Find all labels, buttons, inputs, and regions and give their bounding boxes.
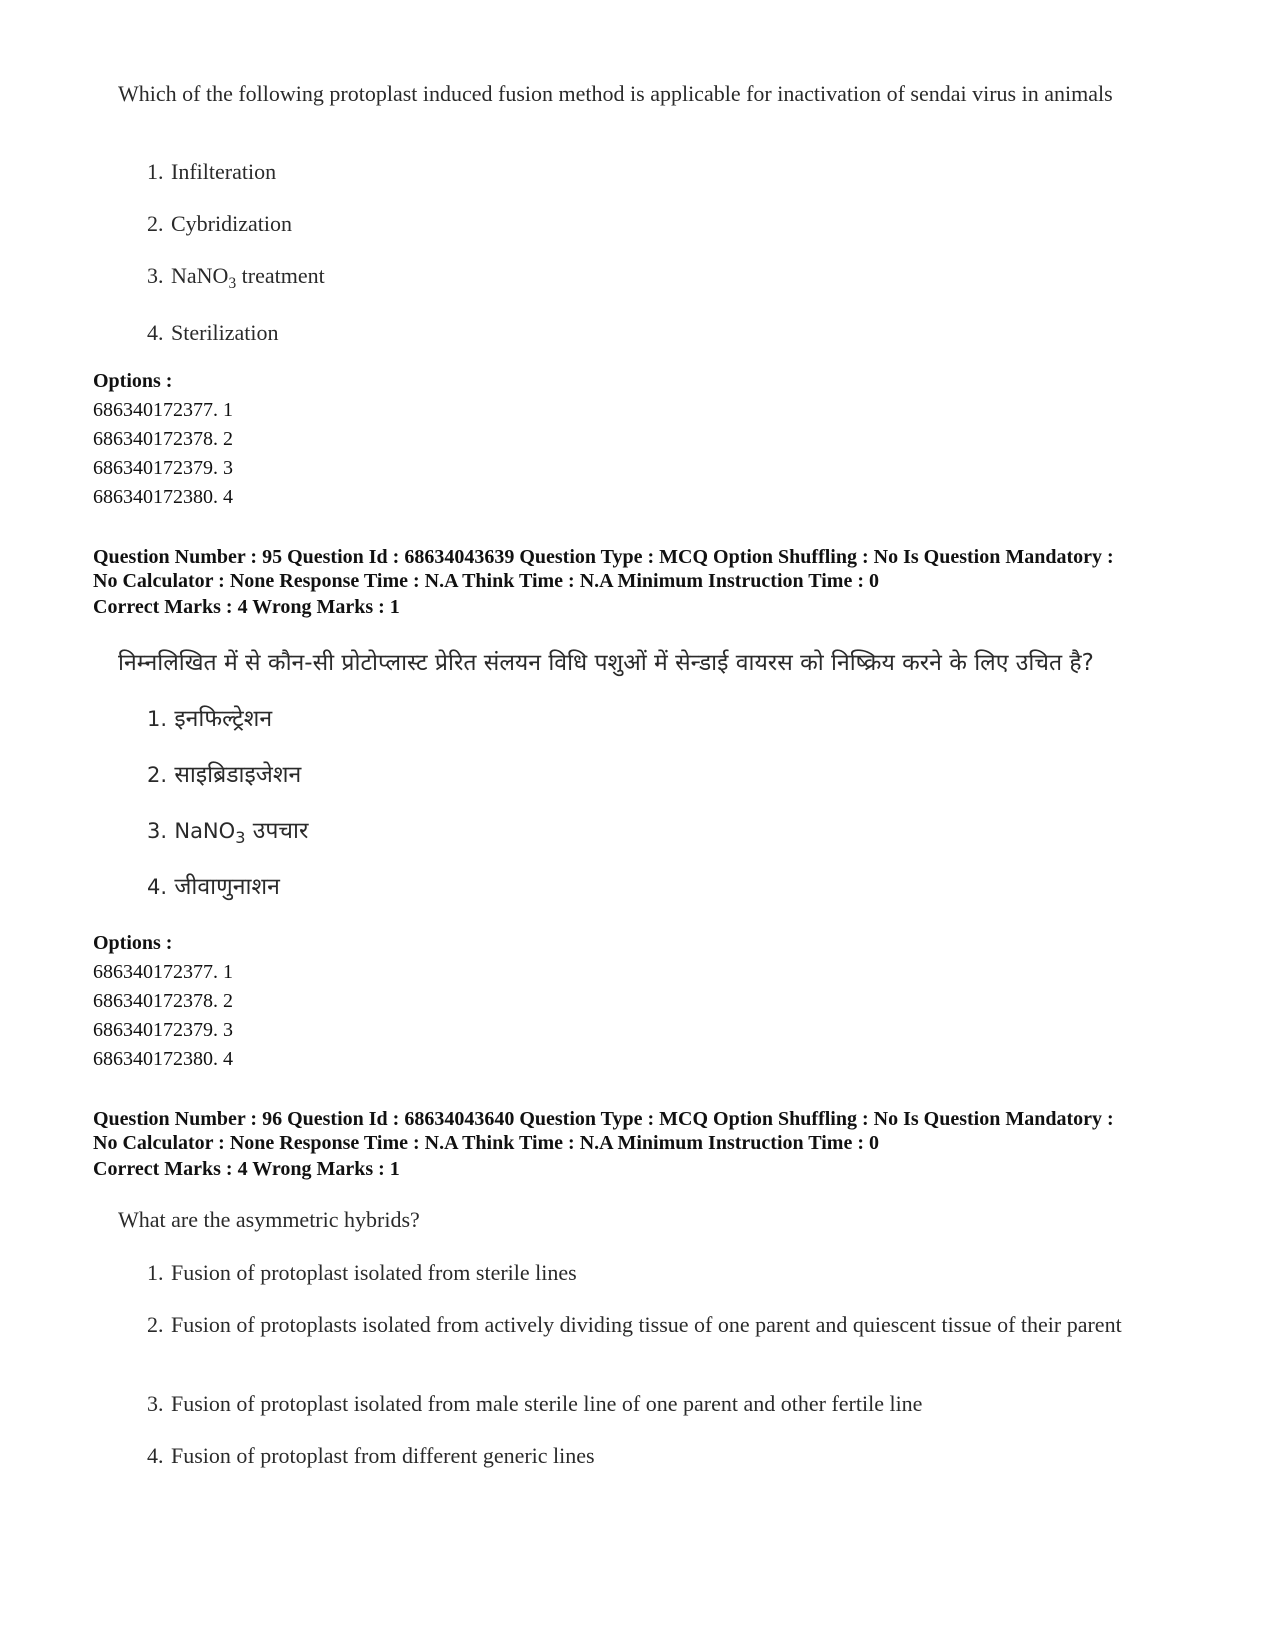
choice-2: [147, 210, 1167, 238]
meta-line: No Calculator : None Response Time : N.A Think Time : N.A Minimum Instruction Time : 0: [93, 1132, 879, 1154]
choice-number: 2.: [147, 763, 168, 787]
choice-4: [147, 872, 280, 902]
marks-line: Correct Marks : 4 Wrong Marks : 1: [93, 596, 400, 618]
question-meta: [93, 1107, 1213, 1155]
meta-line: Question Number : 96 Question Id : 68634043640 Question Type : MCQ Option Shuffling : No Is Question Mandatory :: [93, 1108, 1114, 1130]
options-label: Options :: [93, 370, 173, 392]
choice-text: NaNO$_3$ उपचार: [174, 818, 309, 847]
choice-number: 4.: [147, 1443, 164, 1468]
choice-1: [147, 1259, 1167, 1287]
choice-text: Sterilization: [171, 320, 279, 345]
choice-text: इनफिल्ट्रेशन: [174, 706, 273, 732]
choice-number: 2.: [147, 211, 164, 236]
choice-text: Fusion of protoplasts isolated from actively dividing tissue of one parent and quiescent tissue of their parent: [171, 1312, 1122, 1337]
option-id: 686340172379. 3: [93, 457, 233, 479]
choice-3: [147, 1390, 1167, 1418]
question-text: What are the asymmetric hybrids?: [118, 1207, 420, 1232]
option-id: 686340172379. 3: [93, 1019, 233, 1041]
choice-text: साइब्रिडाइजेशन: [174, 762, 302, 788]
meta-line: No Calculator : None Response Time : N.A Think Time : N.A Minimum Instruction Time : 0: [93, 570, 879, 592]
choice-text: Fusion of protoplast isolated from sterile lines: [171, 1260, 577, 1285]
options-label: Options :: [93, 932, 173, 954]
choice-number: 1.: [147, 159, 164, 184]
question-text: Which of the following protoplast induced fusion method is applicable for inactivation of sendai virus in animals: [118, 81, 1113, 106]
choice-text: जीवाणुनाशन: [174, 874, 280, 900]
option-id: 686340172377. 1: [93, 961, 233, 983]
choice-number: 3.: [147, 1391, 164, 1416]
marks-line: Correct Marks : 4 Wrong Marks : 1: [93, 1158, 400, 1180]
choice-4: [147, 319, 1167, 347]
choice-2: [147, 760, 301, 790]
meta-line: Question Number : 95 Question Id : 68634043639 Question Type : MCQ Option Shuffling : No Is Question Mandatory :: [93, 546, 1114, 568]
choice-number: 4.: [147, 875, 168, 899]
option-id: 686340172380. 4: [93, 1048, 233, 1070]
options-list: [93, 929, 233, 1074]
choice-number: 3.: [147, 819, 168, 843]
option-id: 686340172378. 2: [93, 990, 233, 1012]
choice-text: Fusion of protoplast isolated from male sterile line of one parent and other fertile line: [171, 1391, 923, 1416]
choice-number: 1.: [147, 1260, 164, 1285]
choice-3: [147, 816, 308, 846]
choice-text: Infilteration: [171, 159, 277, 184]
choice-number: 3.: [147, 263, 164, 288]
choice-3: [147, 262, 1167, 290]
options-list: [93, 367, 233, 512]
option-id: 686340172377. 1: [93, 399, 233, 421]
option-id: 686340172380. 4: [93, 486, 233, 508]
choice-1: [147, 158, 1167, 186]
choice-2: [147, 1311, 1167, 1339]
choice-text: Fusion of protoplast from different generic lines: [171, 1443, 595, 1468]
choice-text: Cybridization: [171, 211, 292, 236]
choice-1: [147, 704, 272, 734]
choice-4: [147, 1442, 1167, 1470]
choice-number: 1.: [147, 707, 168, 731]
option-id: 686340172378. 2: [93, 428, 233, 450]
question-meta: [93, 545, 1213, 593]
choice-text: NaNO$_3$ treatment: [171, 263, 325, 292]
choice-number: 2.: [147, 1312, 164, 1337]
question-text-hindi: निम्नलिखित में से कौन-सी प्रोटोप्लास्ट प्रेरित संलयन विधि पशुओं में सेन्डाई वायरस को निष्क्रिय करने के लिए उचित है?: [118, 650, 1094, 676]
choice-number: 4.: [147, 320, 164, 345]
